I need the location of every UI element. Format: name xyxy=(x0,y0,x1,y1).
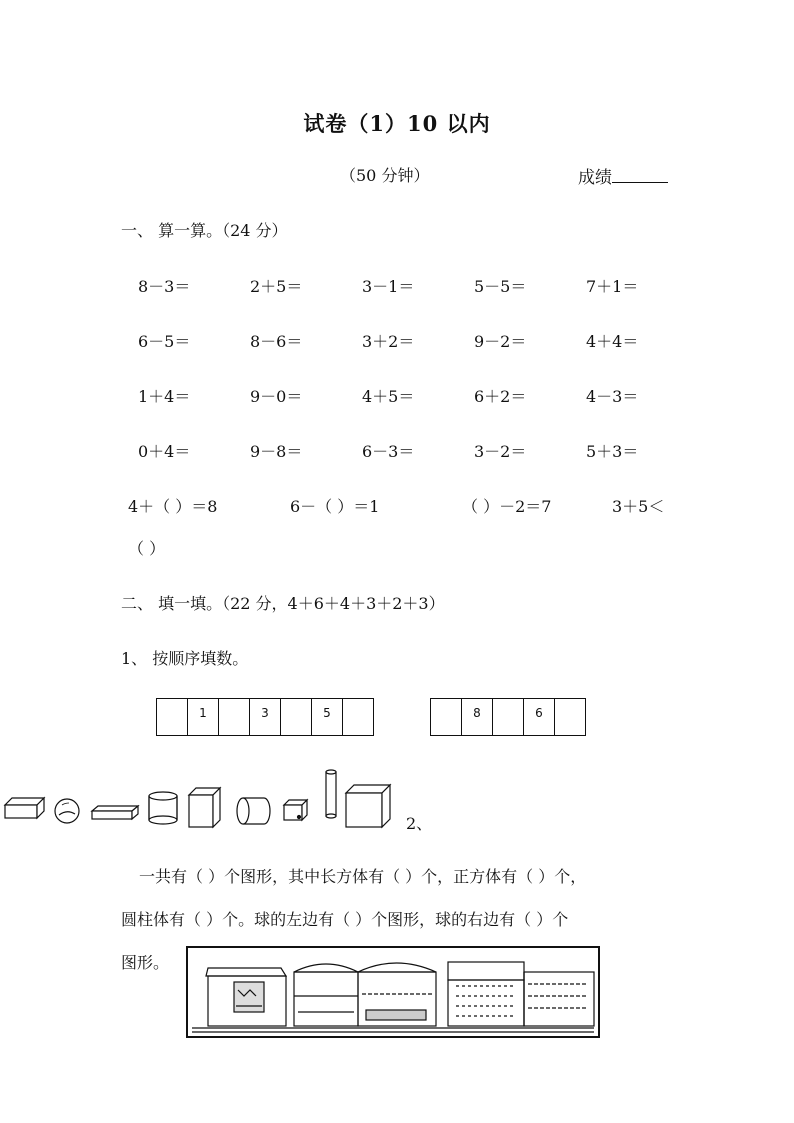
sequence-cell[interactable] xyxy=(343,699,373,735)
flat-cuboid-icon xyxy=(92,806,138,819)
fill-blank-problem[interactable]: 6－（ ）＝1 xyxy=(290,497,380,516)
problem: 8－6＝ xyxy=(250,332,303,351)
question-2-line-2: 圆柱体有（ ）个。球的左边有（ ）个图形，球的右边有（ ）个 xyxy=(121,910,569,929)
problem: 9－2＝ xyxy=(474,332,527,351)
sequence-boxes-b xyxy=(430,698,586,736)
problem: 8－3＝ xyxy=(138,277,191,296)
small-cube-icon xyxy=(284,800,307,820)
sequence-cell: 1 xyxy=(188,699,219,735)
sequence-cell[interactable] xyxy=(493,699,524,735)
problem: 3－2＝ xyxy=(474,442,527,461)
sequence-cell: 3 xyxy=(250,699,281,735)
sequence-cell[interactable] xyxy=(431,699,462,735)
page-title: 试卷（1）10 以内 xyxy=(303,111,491,136)
question-2-line-3: 图形。 xyxy=(121,953,170,972)
tall-cuboid-icon xyxy=(189,788,220,827)
fill-blank-problem[interactable]: 4＋（ ）＝8 xyxy=(128,497,218,516)
problem: 6－5＝ xyxy=(138,332,191,351)
sequence-cell: 5 xyxy=(312,699,343,735)
problem: 2＋5＝ xyxy=(250,277,303,296)
problem: 0＋4＝ xyxy=(138,442,191,461)
score-blank[interactable] xyxy=(612,166,668,183)
sequence-cell[interactable] xyxy=(157,699,188,735)
sequence-cell[interactable] xyxy=(281,699,312,735)
problem: 5－5＝ xyxy=(474,277,527,296)
cuboid-icon xyxy=(5,798,44,818)
sphere-icon xyxy=(55,799,79,823)
problem: 4＋4＝ xyxy=(586,332,639,351)
cube-icon xyxy=(346,785,390,827)
fill-blank-problem[interactable]: （ ）－2＝7 xyxy=(462,497,552,516)
section-1-heading: 一、 算一算。（24 分） xyxy=(121,221,288,240)
street-shops-illustration xyxy=(186,946,600,1038)
sequence-cell[interactable] xyxy=(219,699,250,735)
problem: 3＋2＝ xyxy=(362,332,415,351)
question-2-number: 2、 xyxy=(406,814,433,833)
fill-blank-continuation[interactable]: （ ） xyxy=(128,539,166,558)
lying-cylinder-icon xyxy=(237,798,270,824)
exam-duration: （50 分钟） xyxy=(340,166,430,185)
problem: 7＋1＝ xyxy=(586,277,639,296)
sequence-cell: 8 xyxy=(462,699,493,735)
score-label: 成绩 xyxy=(578,168,612,188)
problem: 9－0＝ xyxy=(250,387,303,406)
fill-blank-problem[interactable]: 3＋5＜ xyxy=(612,497,665,516)
sequence-cell: 6 xyxy=(524,699,555,735)
question-2-line-1: 一共有（ ）个图形，其中长方体有（ ）个，正方体有（ ）个， xyxy=(139,867,587,886)
problem: 9－8＝ xyxy=(250,442,303,461)
cylinder-icon xyxy=(149,792,177,824)
problem: 5＋3＝ xyxy=(586,442,639,461)
problem: 3－1＝ xyxy=(362,277,415,296)
question-1-label: 1、 按顺序填数。 xyxy=(121,649,249,668)
problem: 1＋4＝ xyxy=(138,387,191,406)
problem: 6＋2＝ xyxy=(474,387,527,406)
sequence-cell[interactable] xyxy=(555,699,585,735)
problem: 4－3＝ xyxy=(586,387,639,406)
sequence-boxes-a xyxy=(156,698,374,736)
score-field xyxy=(578,163,668,188)
tall-cylinder-icon xyxy=(326,770,336,818)
problem: 4＋5＝ xyxy=(362,387,415,406)
problem: 6－3＝ xyxy=(362,442,415,461)
shapes-row xyxy=(0,765,433,835)
section-2-heading: 二、 填一填。（22 分，4＋6＋4＋3＋2＋3） xyxy=(121,594,445,613)
